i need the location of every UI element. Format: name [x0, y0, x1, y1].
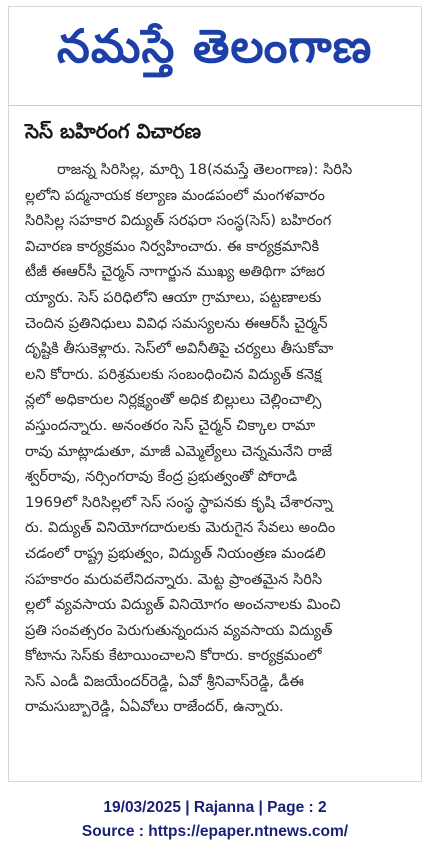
article-line: రాజన్న సిరిసిల్ల, మార్చి 18(నమస్తే తెలంగాణ): సిరిసి	[57, 161, 353, 178]
clipping-footer	[0, 796, 430, 844]
article-line: 1969లో సిరిసిల్లలో సెస్ సంస్థ స్థాపనకు కృషి చేశారన్నా	[25, 493, 333, 511]
article-line: ప్రతి సంవత్సరం పెరుగుతున్నందున వ్యవసాయ విద్యుత్	[25, 621, 333, 639]
article-line: య్యారు. సెస్ పరిధిలోని ఆయా గ్రామాలు, పట్టణాలకు	[25, 288, 322, 306]
article-line: లని కోరారు. పరిశ్రమలకు సంబంధించిన విద్యుత్ కనెక్ష	[25, 365, 322, 383]
newspaper-clipping	[8, 6, 422, 782]
article-line: కోటాను సెస్‌కు కేటాయించాలని కోరారు. కార్యక్రమంలో	[25, 647, 322, 665]
article-body	[25, 157, 409, 720]
article-line: సహకారం మరువలేనిదన్నారు. మెట్ట ప్రాంతమైన సిరిసి	[25, 570, 323, 588]
article-line: సెస్ ఎండీ విజయేందర్‌రెడ్డి, ఏవో శ్రీనివాస్‌రెడ్డి, డీఈ	[25, 672, 304, 690]
masthead-divider	[9, 105, 421, 106]
article-headline: సెస్ బహిరంగ విచారణ	[25, 119, 201, 143]
article-line: శ్వర్‌రావు, నర్సింగరావు కేంద్ర ప్రభుత్వంతో పోరాడి	[25, 468, 298, 486]
article-line: రు. విద్యుత్ వినియోగదారులకు మెరుగైన సేవలు అందిం	[25, 519, 336, 537]
newspaper-masthead	[19, 11, 411, 93]
article-line: చెందిన ప్రతినిధులు వివిధ సమస్యలను ఈఆర్‌సీ చైర్మన్	[25, 314, 328, 332]
article-line: చడంలో రాష్ట్ర ప్రభుత్వం, విద్యుత్ నియంత్రణ మండలి	[25, 544, 326, 562]
masthead-title: నమస్తే తెలంగాణ	[57, 19, 373, 73]
article-line: ల్లలో వ్యవసాయ విద్యుత్ వినియోగం అంచనాలకు మించి	[25, 596, 341, 614]
edition-info: 19/03/2025 | Rajanna | Page : 2	[103, 799, 327, 816]
article-line: దృష్టికి తీసుకెళ్లారు. సెస్‌లో అవినీతిపై చర్యలు తీసుకోవా	[25, 340, 334, 358]
article-line: ల్లలోని పద్మనాయక కల్యాణ మండపంలో మంగళవారం	[25, 186, 325, 204]
article-line: రావు మాట్లాడుతూ, మాజీ ఎమ్మెల్యేలు చెన్నమనేని రాజే	[25, 442, 333, 460]
article-line: రామసుబ్బారెడ్డి, ఏఏవోలు రాజేందర్, ఉన్నారు.	[25, 698, 284, 716]
source-info: Source : https://epaper.ntnews.com/	[81, 823, 349, 840]
article-line: సిరిసిల్ల సహకార విద్యుత్ సరఫరా సంస్థ(సెస్) బహిరంగ	[25, 212, 332, 230]
article-line: న్లలో అధికారుల నిర్లక్ష్యంతో అధిక బిల్లులు చెల్లించాల్సి	[25, 391, 322, 409]
article-line: విచారణ కార్యక్రమం నిర్వహించారు. ఈ కార్యక్రమానికి	[25, 237, 320, 255]
article-line: టీజీ ఈఆర్‌సీ చైర్మన్ నాగార్జున ముఖ్య అతిథిగా హాజర	[25, 263, 325, 281]
article-line: వస్తుందన్నారు. అనంతరం సెస్ చైర్మన్ చిక్కాల రామా	[25, 416, 316, 434]
